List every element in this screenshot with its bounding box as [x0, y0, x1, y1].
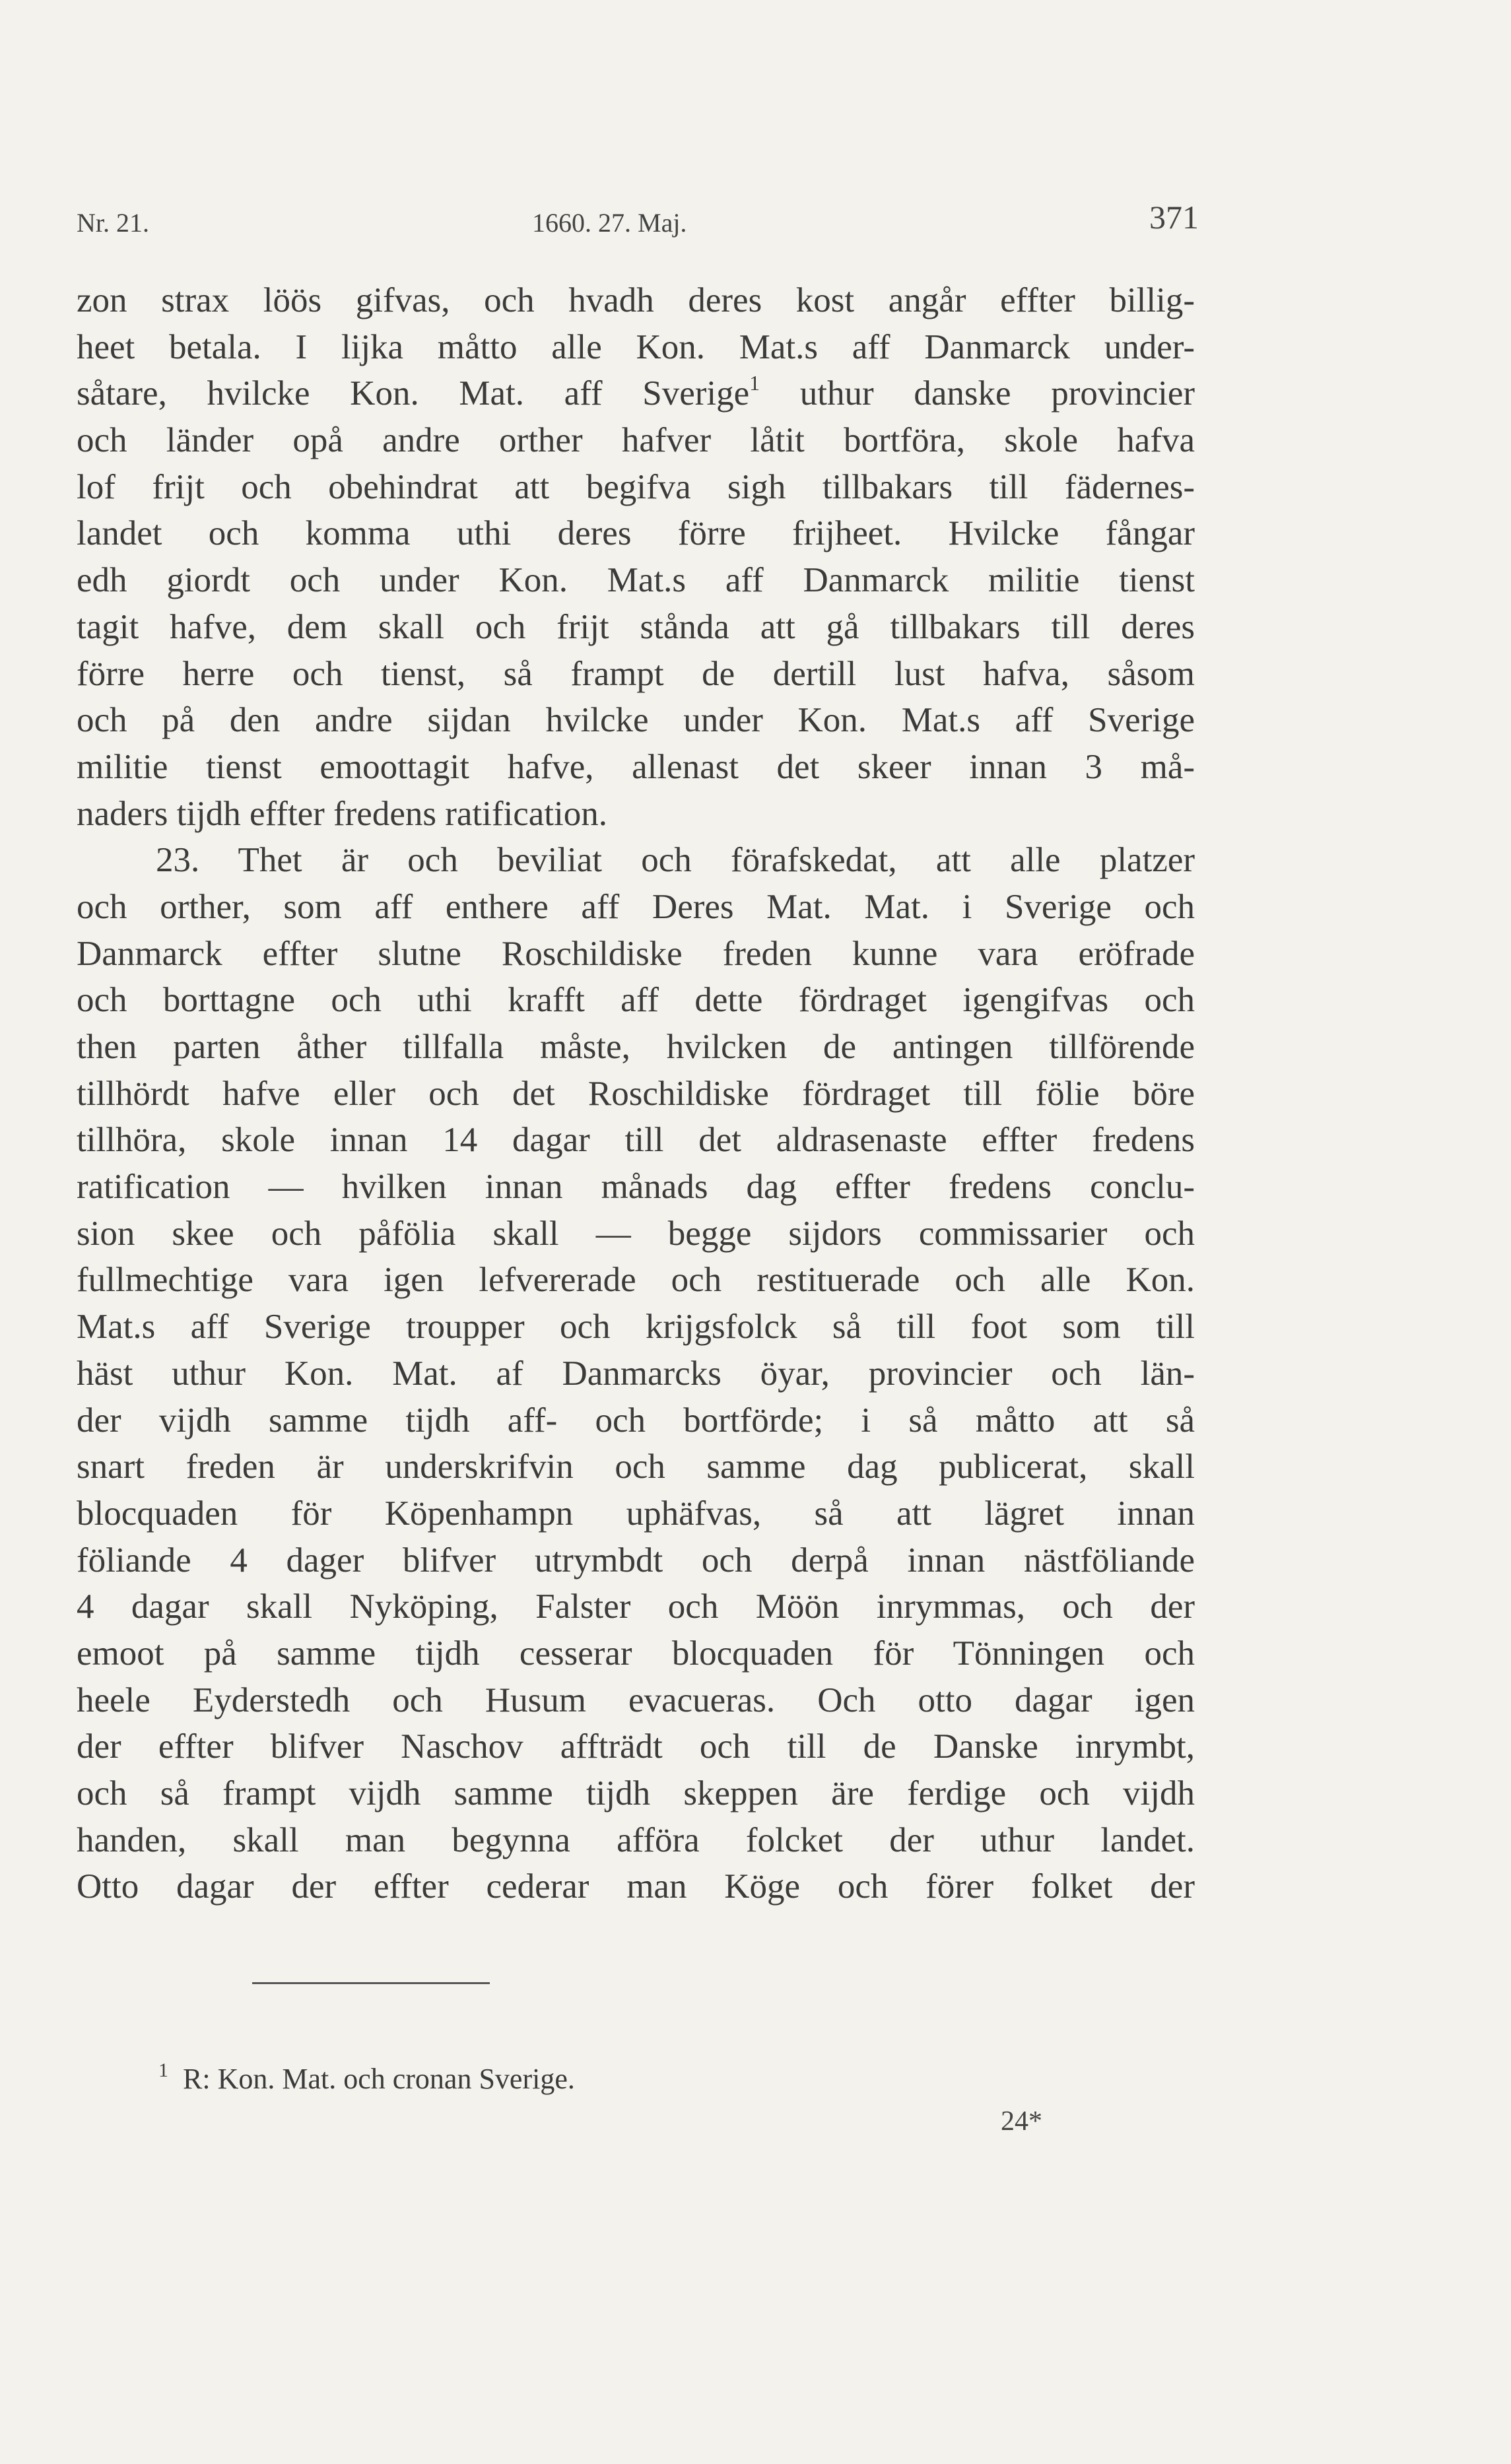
text-line: ratification — hvilken innan månads dag effter fredens conclu-	[77, 1168, 1195, 1207]
text-line: emoot på samme tijdh cesserar blocquaden för Tönningen och	[77, 1634, 1195, 1673]
text-line: fullmechtige vara igen lefvererade och restituerade och alle Kon.	[77, 1261, 1195, 1300]
text-line: then parten åther tillfalla måste, hvilcken de antingen tillförende	[77, 1028, 1195, 1066]
text-line	[77, 370, 1195, 417]
text-line: Danmarck effter slutne Roschildiske freden kunne vara eröfrade	[77, 934, 1195, 973]
text-line: förre herre och tienst, så frampt de dertill lust hafva, såsom	[77, 654, 1195, 693]
text-line: Otto dagar der effter cederar man Köge och förer folket der	[77, 1867, 1195, 1906]
text-line: landet och komma uthi deres förre frijheet. Hvilcke fångar	[77, 514, 1195, 553]
running-head	[77, 198, 1199, 244]
footnote-reference: 1	[749, 371, 760, 395]
footnote-text: R: Kon. Mat. och cronan Sverige.	[183, 2063, 575, 2095]
text-line: blocquaden för Köpenhampn uphäfvas, så att lägret innan	[77, 1494, 1195, 1533]
text-line: zon strax löös gifvas, och hvadh deres kost angår effter billig-	[77, 281, 1195, 319]
text-line: lof frijt och obehindrat att begifva sigh tillbakars till fädernes-	[77, 467, 1195, 506]
text-line: föliande 4 dager blifver utrymbdt och derpå innan nästföliande	[77, 1541, 1195, 1580]
footnote-number: 1	[158, 2059, 168, 2081]
text-line: edh giordt och under Kon. Mat.s aff Danmarck militie tienst	[77, 561, 1195, 600]
text-line: sion skee och påfölia skall — begge sijdors commissarier och	[77, 1214, 1195, 1253]
text-line: och så frampt vijdh samme tijdh skeppen äre ferdige och vijdh	[77, 1774, 1195, 1813]
text-segment: uthur danske provincier	[760, 374, 1195, 413]
text-line: der vijdh samme tijdh aff- och bortförde; i så måtto att så	[77, 1401, 1195, 1440]
text-line: och orther, som aff enthere aff Deres Mat. Mat. i Sverige och	[77, 887, 1195, 926]
text-line: militie tienst emoottagit hafve, allenast det skeer innan 3 må-	[77, 747, 1195, 786]
text-line: tillhördt hafve eller och det Roschildiske fördraget till fölie böre	[77, 1074, 1195, 1113]
text-line: handen, skall man begynna afföra folcket der uthur landet.	[77, 1820, 1195, 1859]
text-line: häst uthur Kon. Mat. af Danmarcks öyar, provincier och län-	[77, 1354, 1195, 1393]
document-date: 1660. 27. Maj.	[532, 208, 687, 238]
text-line: heet betala. I lijka måtto alle Kon. Mat.s aff Danmarck under-	[77, 327, 1195, 366]
footnote	[158, 2059, 575, 2096]
signature-mark: 24*	[1001, 2106, 1042, 2137]
text-line: och på den andre sijdan hvilcke under Kon. Mat.s aff Sverige	[77, 701, 1195, 740]
text-segment: såtare, hvilcke Kon. Mat. aff Sverige	[77, 374, 750, 413]
text-line: tillhöra, skole innan 14 dagar till det aldrasenaste effter fredens	[77, 1121, 1195, 1160]
text-line: der effter blifver Naschov affträdt och till de Danske inrymbt,	[77, 1727, 1195, 1766]
text-line: och borttagne och uthi krafft aff dette fördraget igengifvas och	[77, 981, 1195, 1020]
page-number: 371	[1149, 199, 1199, 236]
text-line: snart freden är underskrifvin och samme dag publicerat, skall	[77, 1448, 1195, 1486]
text-line: Mat.s aff Sverige troupper och krijgsfolck så till foot som till	[77, 1308, 1195, 1347]
section-23-start: 23. Thet är och beviliat och förafskedat, att alle platzer	[156, 841, 1195, 880]
text-line: naders tijdh effter fredens ratification.	[77, 794, 607, 833]
text-line: tagit hafve, dem skall och frijt stånda att gå tillbakars till deres	[77, 607, 1195, 646]
text-line: heele Eyderstedh och Husum evacueras. Och otto dagar igen	[77, 1681, 1195, 1719]
text-line: 4 dagar skall Nyköping, Falster och Möön inrymmas, och der	[77, 1587, 1195, 1626]
body-text	[77, 277, 1195, 1910]
text-line: och länder opå andre orther hafver låtit bortföra, skole hafva	[77, 421, 1195, 460]
document-number: Nr. 21.	[77, 208, 149, 238]
footnote-separator	[252, 1982, 490, 1984]
